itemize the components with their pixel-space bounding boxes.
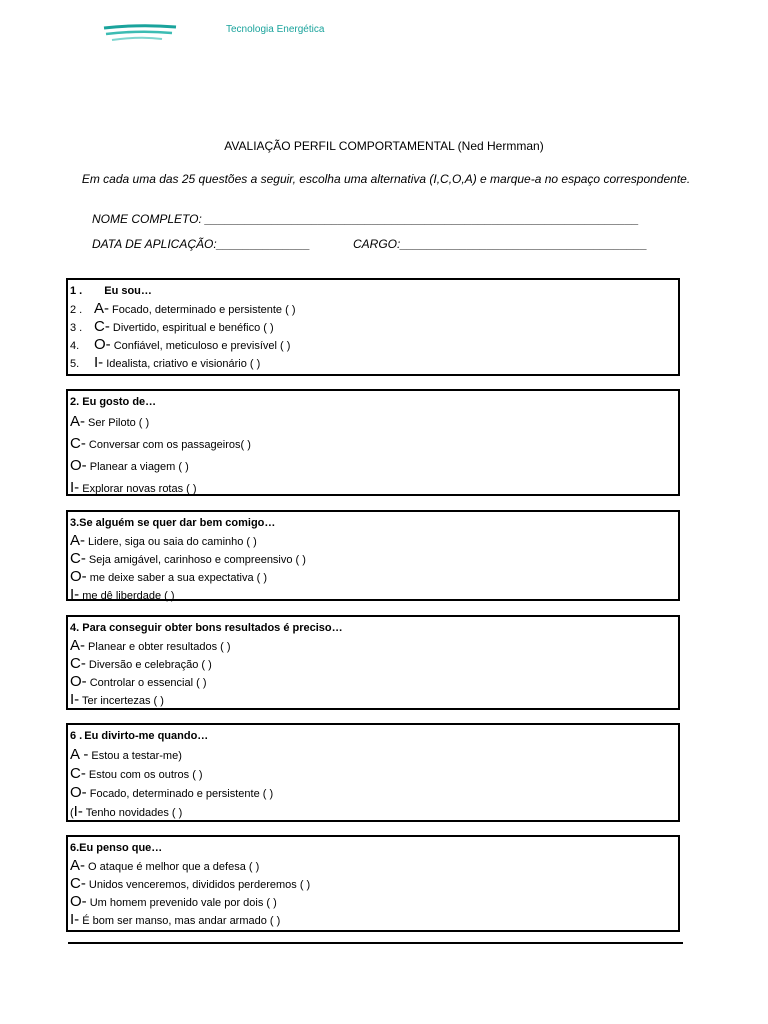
option-i[interactable]: (I- Tenho novidades ( ) bbox=[70, 803, 183, 820]
bottom-divider bbox=[68, 942, 683, 944]
question-title: 6 . Eu divirto-me quando… bbox=[70, 730, 209, 742]
question-box-4 bbox=[66, 615, 680, 710]
option-i[interactable]: I- É bom ser manso, mas andar armado ( ) bbox=[70, 911, 281, 928]
cargo-field[interactable]: CARGO:_____________________________________ bbox=[353, 237, 648, 251]
question-box-6 bbox=[66, 835, 680, 932]
logo-text: Tecnologia Energética bbox=[226, 24, 325, 35]
option-a[interactable]: A- Planear e obter resultados ( ) bbox=[70, 637, 231, 654]
instructions: Em cada uma das 25 questões a seguir, escolha uma alternativa (I,C,O,A) e marque-a no espaço correspondente. bbox=[81, 172, 691, 186]
option-i[interactable]: 5. I- Idealista, criativo e visionário ( ) bbox=[70, 354, 261, 371]
question-box-2 bbox=[66, 389, 680, 496]
option-c[interactable]: C- Unidos venceremos, divididos perderemos ( ) bbox=[70, 875, 311, 892]
option-a[interactable]: 2 . A- Focado, determinado e persistente ( ) bbox=[70, 300, 296, 317]
option-a[interactable]: A - Estou a testar-me) bbox=[70, 746, 182, 763]
name-field[interactable]: NOME COMPLETO: _________________________________________________________________ bbox=[92, 212, 639, 226]
option-c[interactable]: C- Seja amigável, carinhoso e compreensivo ( ) bbox=[70, 550, 306, 567]
question-box-5 bbox=[66, 723, 680, 822]
date-field[interactable]: DATA DE APLICAÇÃO:______________ bbox=[92, 237, 311, 251]
option-a[interactable]: A- Ser Piloto ( ) bbox=[70, 413, 150, 430]
option-o[interactable]: O- Controlar o essencial ( ) bbox=[70, 673, 207, 690]
option-c[interactable]: C- Estou com os outros ( ) bbox=[70, 765, 203, 782]
option-o[interactable]: O- Planear a viagem ( ) bbox=[70, 457, 189, 474]
option-o[interactable]: 4. O- Confiável, meticuloso e previsível ( ) bbox=[70, 336, 291, 353]
option-i[interactable]: I- Ter incertezas ( ) bbox=[70, 691, 164, 708]
option-o[interactable]: O- Um homem prevenido vale por dois ( ) bbox=[70, 893, 277, 910]
option-i[interactable]: I- Explorar novas rotas ( ) bbox=[70, 479, 197, 496]
option-o[interactable]: O- Focado, determinado e persistente ( ) bbox=[70, 784, 274, 801]
page-title: AVALIAÇÃO PERFIL COMPORTAMENTAL (Ned Hermman) bbox=[224, 139, 544, 153]
option-o[interactable]: O- me deixe saber a sua expectativa ( ) bbox=[70, 568, 268, 585]
question-title: 1 . Eu sou… bbox=[70, 285, 152, 297]
option-c[interactable]: 3 . C- Divertido, espiritual e benéfico ( ) bbox=[70, 318, 274, 335]
question-title: 4. Para conseguir obter bons resultados é preciso… bbox=[70, 622, 343, 634]
option-c[interactable]: C- Conversar com os passageiros( ) bbox=[70, 435, 251, 452]
question-title: 3.Se alguém se quer dar bem comigo… bbox=[70, 517, 276, 529]
question-box-3 bbox=[66, 510, 680, 601]
option-c[interactable]: C- Diversão e celebração ( ) bbox=[70, 655, 212, 672]
option-a[interactable]: A- Lidere, siga ou saia do caminho ( ) bbox=[70, 532, 257, 549]
option-i[interactable]: I- me dê liberdade ( ) bbox=[70, 586, 175, 603]
question-title: 2. Eu gosto de… bbox=[70, 396, 157, 408]
company-logo-icon bbox=[100, 22, 180, 44]
question-box-1 bbox=[66, 278, 680, 376]
question-title: 6.Eu penso que… bbox=[70, 842, 163, 854]
option-a[interactable]: A- O ataque é melhor que a defesa ( ) bbox=[70, 857, 260, 874]
